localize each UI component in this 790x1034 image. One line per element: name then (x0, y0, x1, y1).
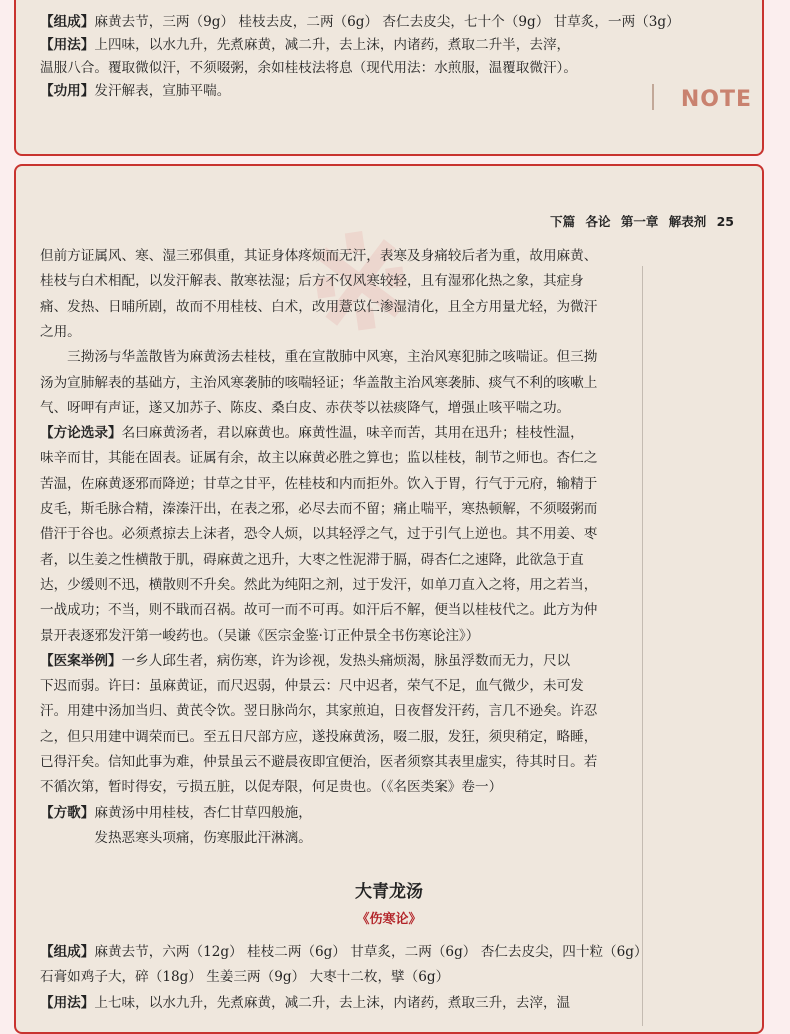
line-text: 痛、发热、日晡所剧，故而不用桂枝、白术，改用薏苡仁渗湿清化，且全方用量尤轻，为微汗 (40, 298, 598, 315)
text-line (40, 499, 634, 519)
previous-page-panel (14, 0, 764, 156)
formula-title: 大青龙汤 (355, 882, 423, 902)
line-text: 已得汗矣。信知此事为难，仲景虽云不避晨夜即宜便治，医者须察其表里虚实，待其时日。若 (40, 754, 598, 770)
line-text: 发热恶寒头项痛，伤寒服此汗淋漓。 (40, 829, 312, 846)
formula-source: 《伤寒论》 (356, 912, 422, 927)
line-text: 上七味，以水九升，先煮麻黄，减二升，去上沫，内诸药，煮取三升，去滓，温 (94, 994, 571, 1011)
line-text: 景开表逐邪发汗第一峻药也。（吴谦《医宗金鉴·订正仲景全书伤寒论注》） (40, 627, 480, 644)
line-text: 者，以生姜之性横散于肌，碍麻黄之迅升，大枣之性泥滞于膈，碍杏仁之速降，此欲急于直 (40, 551, 584, 568)
text-line (40, 777, 634, 797)
text-line (40, 448, 634, 468)
line-text: 石膏如鸡子大，碎（18g） 生姜三两（9g） 大枣十二枚，擘（6g） (40, 969, 450, 986)
text-line (40, 297, 634, 317)
text-line (40, 12, 744, 32)
line-text: 借汗于谷也。必须煮掠去上沫者，恐令人烦，以其轻浮之气，过于引气上逆也。其不用姜、枣 (40, 526, 598, 543)
text-line (40, 828, 634, 848)
text-line (40, 967, 744, 987)
text-line (40, 322, 634, 342)
note-label: NOTE (680, 87, 752, 112)
line-text: 上四味，以水九升，先煮麻黄，减二升，去上沫，内诸药，煮取二升半，去滓， (94, 37, 571, 53)
line-text: 温服八合。覆取微似汗，不须啜粥，余如桂枝法将息（现代用法：水煎服，温覆取微汗）。 (40, 60, 577, 76)
page-number: 25 (716, 214, 734, 229)
line-text: 三拗汤与华盖散皆为麻黄汤去桂枝，重在宣散肺中风寒，主治风寒犯肺之咳喘证。但三拗 (40, 349, 598, 366)
section-label: 【用法】 (40, 37, 95, 53)
text-line (40, 626, 634, 646)
text-line (40, 398, 634, 418)
text-line (40, 752, 634, 772)
text-line (40, 993, 744, 1013)
line-text: 气、呀呷有声证，遂又加苏子、陈皮、桑白皮、赤茯苓以祛痰降气，增强止咳平喘之功。 (40, 399, 571, 416)
line-text: 汤为宣肺解表的基础方，主治风寒袭肺的咳喘轻证；华盖散主治风寒袭肺、痰气不利的咳嗽上 (40, 374, 598, 391)
line-text: 一战成功；不当，则不戢而召祸。故可一而不可再。如汗后不解，便当以桂枝代之。此方为仲 (40, 602, 598, 619)
text-line (40, 58, 744, 78)
line-text: 之用。 (40, 323, 81, 340)
line-text: 一乡人邱生者，病伤寒，许为诊视，发热头痛烦渴，脉虽浮数而无力，尺以 (121, 652, 571, 669)
line-text: 下迟而弱。许曰：虽麻黄证，而尺迟弱，仲景云：尺中迟者，荣气不足，血气微少，未可发 (40, 678, 584, 695)
section-label: 【用法】 (40, 994, 95, 1011)
line-text: 汗。用建中汤加当归、黄芪令饮。翌日脉尚尔，其家煎迫，日夜督发汗药，言几不逊矣。许忍 (40, 703, 598, 720)
line-text: 不循次第，暂时得安，亏损五脏，以促寿限，何足贵也。（《名医类案》卷一） (40, 779, 503, 796)
note-divider (652, 84, 654, 110)
section-label: 【方歌】 (40, 804, 95, 821)
section-label: 【组成】 (40, 14, 95, 30)
line-text: 苦温，佐麻黄逐邪而降逆；甘草之甘平，佐桂枝和内而拒外。饮入于胃，行气于元府，输精于 (40, 475, 598, 492)
text-line (40, 423, 634, 443)
line-text: 味辛而甘，其能在固表。证属有余，故主以麻黄必胜之算也；监以桂枝，制节之师也。杏仁之 (40, 450, 598, 467)
text-line (40, 347, 634, 367)
text-line (40, 727, 634, 747)
text-line (40, 651, 634, 671)
line-text: 之，但只用建中调荣而已。至五日尺部方应，遂投麻黄汤，啜二服，发狂，须臾稍定，略睡， (40, 728, 598, 745)
text-line (40, 246, 634, 266)
section-label: 【方论选录】 (40, 425, 122, 442)
line-text: 麻黄汤中用桂枝，杏仁甘草四般施， (94, 804, 312, 821)
text-line (40, 81, 744, 101)
section-label: 【组成】 (40, 944, 95, 960)
line-text: 名曰麻黄汤者，君以麻黄也。麻黄性温，味辛而苦，其用在迅升；桂枝性温， (121, 425, 584, 442)
text-line (40, 701, 634, 721)
book-page-panel (14, 164, 764, 1034)
text-line (40, 550, 634, 570)
line-text: 皮毛，斯毛脉合精，溱溱汗出，在表之邪，必尽去而不留；痛止喘平，寒热顿解，不须啜粥而 (40, 501, 598, 517)
line-text: 发汗解表，宣肺平喘。 (94, 83, 231, 99)
line-text: 桂枝与白术相配，以发汗解表、散寒祛湿；后方不仅风寒较轻，且有湿邪化热之象，其症身 (40, 273, 584, 290)
text-line (40, 942, 744, 962)
line-text: 达，少缓则不迅，横散则不升矣。然此为纯阳之剂，过于发汗，如单刀直入之将，用之若当， (40, 576, 598, 593)
text-line (40, 600, 634, 620)
section-label: 【功用】 (40, 83, 95, 99)
line-text: 麻黄去节，六两（12g） 桂枝二两（6g） 甘草炙，二两（6g） 杏仁去皮尖，四十粒（6g） (94, 944, 648, 960)
line-text: 但前方证属风、寒、湿三邪俱重，其证身体疼烦而无汗，表寒及身痛较后者为重，故用麻黄、 (40, 248, 598, 264)
watermark-icon: ※ (295, 199, 426, 366)
text-line (40, 271, 634, 291)
text-line (40, 35, 744, 55)
line-text: 麻黄去节，三两（9g） 桂枝去皮，二两（6g） 杏仁去皮尖，七十个（9g） 甘草炙，一两（3g） (94, 14, 680, 30)
running-head-text: 下篇 各论 第一章 解表剂 (550, 214, 707, 229)
section-label: 【医案举例】 (40, 652, 122, 669)
running-head (550, 212, 734, 230)
text-line (40, 676, 634, 696)
text-line (40, 474, 634, 494)
text-line (40, 803, 634, 823)
text-line (40, 524, 634, 544)
text-line (40, 575, 634, 595)
text-line (40, 373, 634, 393)
